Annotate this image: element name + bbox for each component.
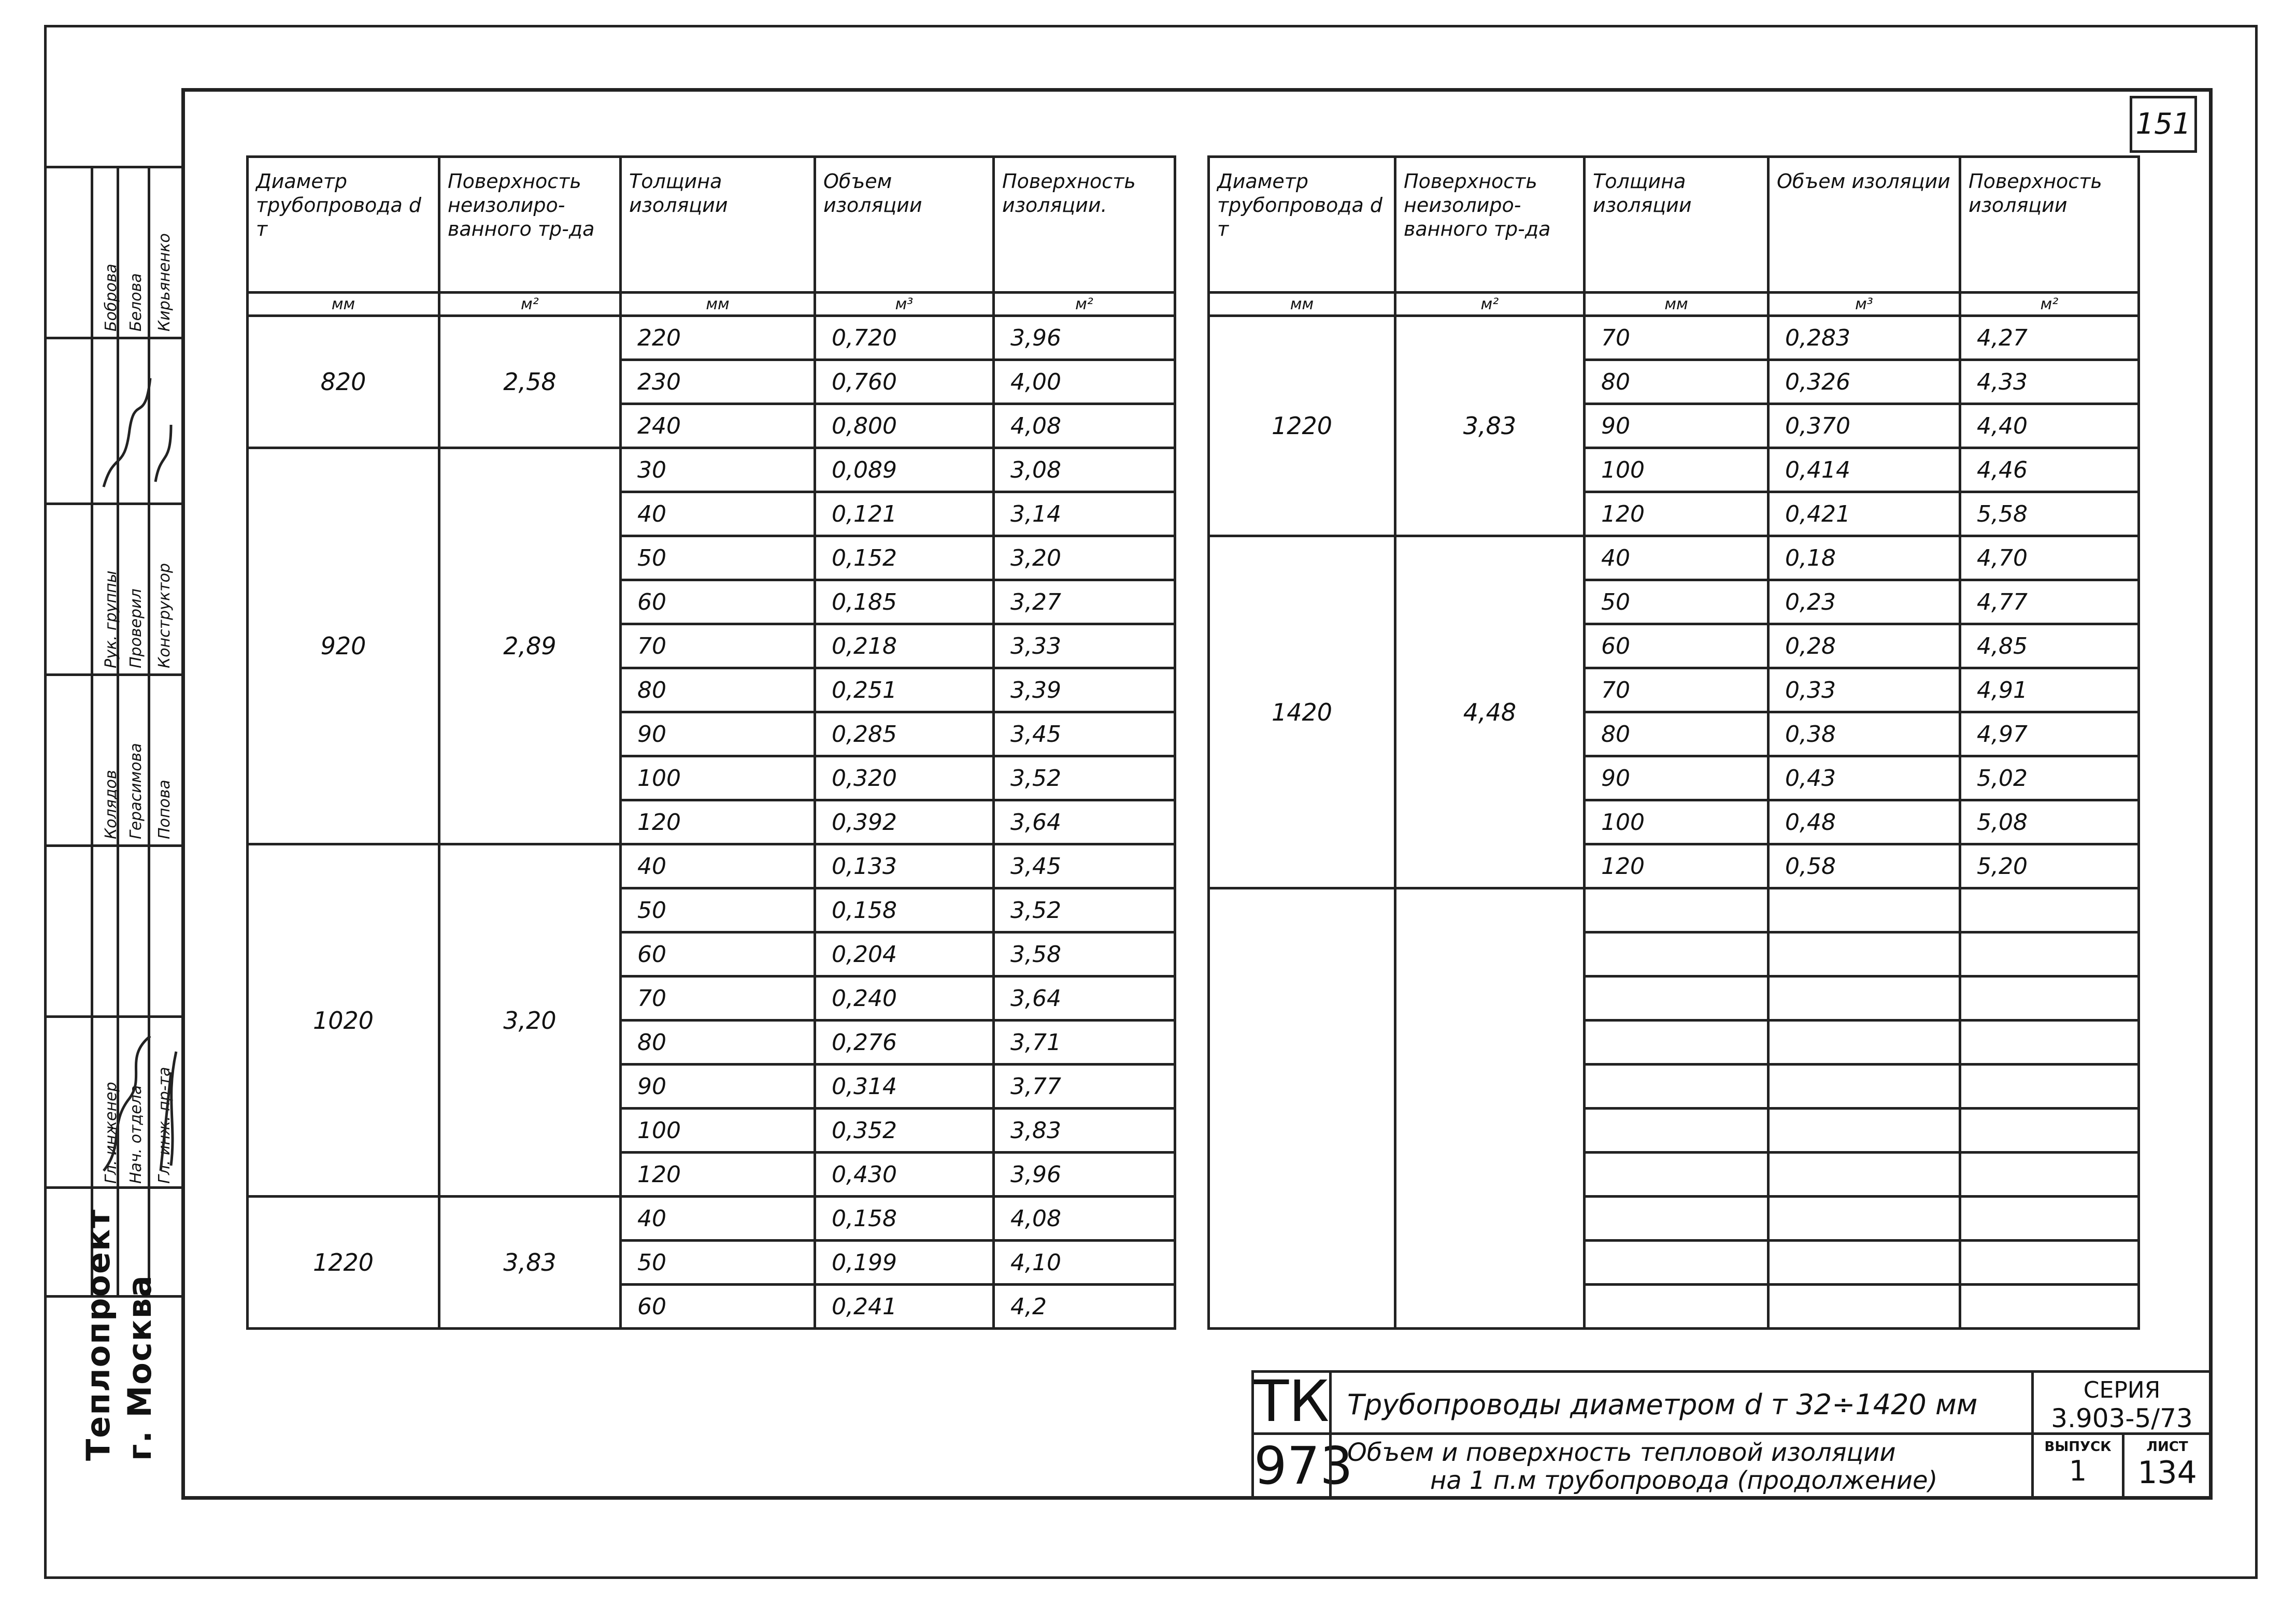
volume-cell: 0,326 — [1769, 360, 1960, 404]
volume-cell: 0,760 — [815, 360, 994, 404]
volume-cell: 0,276 — [815, 1021, 994, 1065]
area-cell: 5,58 — [1960, 492, 2139, 536]
title-line-2a: Объем и поверхность тепловой изоляции — [1347, 1438, 1896, 1467]
empty-cell — [1585, 1197, 1769, 1241]
empty-cell — [1769, 1285, 1960, 1329]
role-head-of-department: Нач. отдела — [127, 1085, 145, 1184]
volume-cell: 0,089 — [815, 448, 994, 492]
area-cell: 5,02 — [1960, 756, 2139, 800]
sheet-value: 134 — [2137, 1455, 2197, 1491]
area-cell: 3,96 — [994, 316, 1175, 360]
volume-cell: 0,421 — [1769, 492, 1960, 536]
thickness-cell: 80 — [1585, 712, 1769, 756]
thickness-cell: 90 — [1585, 404, 1769, 448]
volume-cell: 0,285 — [815, 712, 994, 756]
volume-cell: 0,283 — [1769, 316, 1960, 360]
volume-cell: 0,392 — [815, 800, 994, 844]
issue-label: ВЫПУСК — [2044, 1439, 2112, 1455]
name-1: Колядов — [102, 770, 120, 839]
title-code-top: ТК — [1251, 1370, 1332, 1435]
volume-cell: 0,28 — [1769, 624, 1960, 668]
volume-cell: 0,48 — [1769, 800, 1960, 844]
volume-cell: 0,352 — [815, 1109, 994, 1153]
area-cell: 4,08 — [994, 1197, 1175, 1241]
area-cell: 4,40 — [1960, 404, 2139, 448]
empty-cell — [1769, 1153, 1960, 1197]
area-cell: 4,00 — [994, 360, 1175, 404]
volume-cell: 0,43 — [1769, 756, 1960, 800]
name-2: Герасимова — [127, 743, 145, 839]
title-line-1: Трубопроводы диаметром d т 32÷1420 мм — [1347, 1388, 1978, 1421]
empty-cell — [1960, 1241, 2139, 1285]
empty-cell — [1769, 1065, 1960, 1109]
area-cell: 4,27 — [1960, 316, 2139, 360]
thickness-cell: 50 — [621, 1241, 815, 1285]
name-4: Боброва — [102, 264, 120, 332]
area-cell: 3,58 — [994, 932, 1175, 976]
unit: мм — [1585, 293, 1769, 316]
volume-cell: 0,38 — [1769, 712, 1960, 756]
diameter-cell: 1420 — [1209, 536, 1395, 888]
thickness-cell: 120 — [621, 800, 815, 844]
table-row — [248, 1197, 1175, 1241]
empty-cell — [1585, 932, 1769, 976]
series-label: СЕРИЯ — [2083, 1377, 2161, 1403]
bare-surface-cell: 2,89 — [439, 448, 621, 844]
volume-cell: 0,23 — [1769, 580, 1960, 624]
empty-cell — [1769, 976, 1960, 1021]
thickness-cell: 50 — [621, 888, 815, 932]
thickness-cell: 60 — [621, 1285, 815, 1329]
thickness-cell: 40 — [1585, 536, 1769, 580]
series-value: 3.903-5/73 — [2051, 1403, 2193, 1433]
volume-cell: 0,185 — [815, 580, 994, 624]
volume-cell: 0,158 — [815, 1197, 994, 1241]
volume-cell: 0,251 — [815, 668, 994, 712]
volume-cell: 0,800 — [815, 404, 994, 448]
table-row — [1209, 536, 2139, 580]
role-checker: Проверил — [127, 588, 145, 668]
signature-icon — [93, 1021, 181, 1181]
issue-value: 1 — [2069, 1455, 2087, 1487]
area-cell: 4,46 — [1960, 448, 2139, 492]
thickness-cell: 90 — [621, 712, 815, 756]
area-cell: 4,97 — [1960, 712, 2139, 756]
volume-cell: 0,320 — [815, 756, 994, 800]
col-header-diameter: Диаметр трубопровода d т — [248, 157, 439, 293]
thickness-cell: 80 — [621, 668, 815, 712]
series-cell — [2031, 1370, 2213, 1435]
bare-surface-cell: 3,83 — [1395, 316, 1585, 536]
col-header-insulation-surface: Поверхность изоляции — [1960, 157, 2139, 293]
col-header-insulation-surface: Поверхность изоляции. — [994, 157, 1175, 293]
thickness-cell: 70 — [1585, 668, 1769, 712]
volume-cell: 0,18 — [1769, 536, 1960, 580]
organization-stamp — [78, 1209, 161, 1461]
area-cell: 3,08 — [994, 448, 1175, 492]
empty-cell — [1585, 1153, 1769, 1197]
area-cell: 3,71 — [994, 1021, 1175, 1065]
empty-cell — [1769, 932, 1960, 976]
empty-cell — [1960, 976, 2139, 1021]
bare-surface-cell: 2,58 — [439, 316, 621, 448]
table-row — [248, 316, 1175, 360]
sheet-cell — [2122, 1432, 2213, 1500]
unit: мм — [248, 293, 439, 316]
title-code-bottom: 973 — [1251, 1432, 1332, 1500]
area-cell: 3,77 — [994, 1065, 1175, 1109]
area-cell: 3,45 — [994, 844, 1175, 888]
thickness-cell: 80 — [1585, 360, 1769, 404]
header-row — [1209, 157, 2139, 293]
thickness-cell: 90 — [1585, 756, 1769, 800]
thickness-cell: 220 — [621, 316, 815, 360]
volume-cell: 0,241 — [815, 1285, 994, 1329]
unit: м² — [1960, 293, 2139, 316]
area-cell: 5,20 — [1960, 844, 2139, 888]
area-cell: 3,39 — [994, 668, 1175, 712]
empty-row — [1209, 888, 2139, 932]
empty-cell — [1960, 1065, 2139, 1109]
table-row — [248, 448, 1175, 492]
unit: мм — [1209, 293, 1395, 316]
thickness-cell: 40 — [621, 844, 815, 888]
col-header-volume: Объем изоляции — [815, 157, 994, 293]
area-cell: 3,96 — [994, 1153, 1175, 1197]
empty-cell — [1960, 1109, 2139, 1153]
empty-cell — [1769, 1197, 1960, 1241]
empty-cell — [1585, 888, 1769, 932]
unit: м² — [439, 293, 621, 316]
col-header-thickness: Толщина изоляции — [1585, 157, 1769, 293]
area-cell: 3,27 — [994, 580, 1175, 624]
volume-cell: 0,58 — [1769, 844, 1960, 888]
volume-cell: 0,430 — [815, 1153, 994, 1197]
empty-cell — [1960, 1021, 2139, 1065]
thickness-cell: 100 — [1585, 448, 1769, 492]
volume-cell: 0,414 — [1769, 448, 1960, 492]
role-designer: Конструктор — [155, 563, 174, 668]
empty-cell — [1769, 1109, 1960, 1153]
area-cell: 3,14 — [994, 492, 1175, 536]
thickness-cell: 120 — [1585, 844, 1769, 888]
empty-cell — [1769, 888, 1960, 932]
area-cell: 3,45 — [994, 712, 1175, 756]
empty-cell — [1585, 1109, 1769, 1153]
unit: м³ — [1769, 293, 1960, 316]
volume-cell: 0,152 — [815, 536, 994, 580]
empty-cell — [1585, 1241, 1769, 1285]
col-header-thickness: Толщина изоляции — [621, 157, 815, 293]
empty-cell — [1209, 888, 1395, 1329]
title-line-2-cell — [1329, 1432, 2034, 1500]
empty-cell — [1960, 1197, 2139, 1241]
empty-cell — [1769, 1241, 1960, 1285]
role-chief-project-engineer: Гл. инж. пр-та — [155, 1067, 174, 1184]
sheet-number: 151 — [2130, 96, 2197, 153]
thickness-cell: 230 — [621, 360, 815, 404]
thickness-cell: 80 — [621, 1021, 815, 1065]
unit: м² — [994, 293, 1175, 316]
area-cell: 4,85 — [1960, 624, 2139, 668]
issue-cell — [2031, 1432, 2124, 1500]
organization-name: Теплопроект — [79, 1208, 117, 1461]
unit: мм — [621, 293, 815, 316]
area-cell: 4,91 — [1960, 668, 2139, 712]
volume-cell: 0,314 — [815, 1065, 994, 1109]
organization-city: г. Москва — [121, 1274, 159, 1461]
thickness-cell: 100 — [621, 1109, 815, 1153]
thickness-cell: 50 — [1585, 580, 1769, 624]
role-group-lead: Рук. группы — [102, 570, 120, 668]
col-header-diameter: Диаметр трубопровода d т — [1209, 157, 1395, 293]
insulation-table-left — [246, 155, 1176, 1330]
header-row — [248, 157, 1175, 293]
insulation-table-right — [1207, 155, 2140, 1330]
sheet-label: ЛИСТ — [2146, 1439, 2188, 1455]
thickness-cell: 120 — [621, 1153, 815, 1197]
area-cell: 4,70 — [1960, 536, 2139, 580]
volume-cell: 0,720 — [815, 316, 994, 360]
empty-cell — [1585, 976, 1769, 1021]
volume-cell: 0,199 — [815, 1241, 994, 1285]
signature-icon — [93, 347, 181, 497]
role-chief-engineer: Гл. инженер — [102, 1082, 120, 1184]
diameter-cell: 820 — [248, 316, 439, 448]
thickness-cell: 70 — [621, 976, 815, 1021]
area-cell: 3,52 — [994, 888, 1175, 932]
empty-cell — [1769, 1021, 1960, 1065]
diameter-cell: 1220 — [1209, 316, 1395, 536]
empty-cell — [1585, 1065, 1769, 1109]
units-row — [248, 293, 1175, 316]
thickness-cell: 60 — [1585, 624, 1769, 668]
volume-cell: 0,121 — [815, 492, 994, 536]
thickness-cell: 60 — [621, 932, 815, 976]
table-row — [248, 844, 1175, 888]
unit: м² — [1395, 293, 1585, 316]
name-5: Белова — [127, 273, 145, 332]
thickness-cell: 30 — [621, 448, 815, 492]
thickness-cell: 70 — [1585, 316, 1769, 360]
thickness-cell: 240 — [621, 404, 815, 448]
col-header-volume: Объем изоляции — [1769, 157, 1960, 293]
volume-cell: 0,33 — [1769, 668, 1960, 712]
title-line-2b: на 1 п.м трубопровода (продолжение) — [1430, 1466, 1938, 1495]
volume-cell: 0,204 — [815, 932, 994, 976]
title-line-1-cell — [1329, 1370, 2034, 1435]
thickness-cell: 70 — [621, 624, 815, 668]
name-6: Кирьяненко — [155, 233, 174, 332]
empty-cell — [1960, 888, 2139, 932]
area-cell: 5,08 — [1960, 800, 2139, 844]
diameter-cell: 1220 — [248, 1197, 439, 1329]
area-cell: 4,10 — [994, 1241, 1175, 1285]
thickness-cell: 50 — [621, 536, 815, 580]
empty-cell — [1960, 1285, 2139, 1329]
thickness-cell: 100 — [621, 756, 815, 800]
area-cell: 3,52 — [994, 756, 1175, 800]
area-cell: 4,33 — [1960, 360, 2139, 404]
empty-cell — [1395, 888, 1585, 1329]
units-row — [1209, 293, 2139, 316]
name-3: Попова — [155, 780, 174, 839]
area-cell: 4,2 — [994, 1285, 1175, 1329]
volume-cell: 0,133 — [815, 844, 994, 888]
volume-cell: 0,370 — [1769, 404, 1960, 448]
area-cell: 3,64 — [994, 800, 1175, 844]
thickness-cell: 40 — [621, 492, 815, 536]
thickness-cell: 90 — [621, 1065, 815, 1109]
unit: м³ — [815, 293, 994, 316]
area-cell: 3,20 — [994, 536, 1175, 580]
area-cell: 4,77 — [1960, 580, 2139, 624]
empty-cell — [1585, 1021, 1769, 1065]
thickness-cell: 40 — [621, 1197, 815, 1241]
bare-surface-cell: 4,48 — [1395, 536, 1585, 888]
bare-surface-cell: 3,20 — [439, 844, 621, 1197]
title-block — [1251, 1370, 2213, 1500]
thickness-cell: 100 — [1585, 800, 1769, 844]
col-header-bare-surface: Поверхность неизолиро- ванного тр-да — [1395, 157, 1585, 293]
area-cell: 3,64 — [994, 976, 1175, 1021]
volume-cell: 0,218 — [815, 624, 994, 668]
diameter-cell: 1020 — [248, 844, 439, 1197]
area-cell: 4,08 — [994, 404, 1175, 448]
empty-cell — [1960, 932, 2139, 976]
diameter-cell: 920 — [248, 448, 439, 844]
area-cell: 3,33 — [994, 624, 1175, 668]
thickness-cell: 60 — [621, 580, 815, 624]
empty-cell — [1960, 1153, 2139, 1197]
volume-cell: 0,240 — [815, 976, 994, 1021]
bare-surface-cell: 3,83 — [439, 1197, 621, 1329]
table-row — [1209, 316, 2139, 360]
thickness-cell: 120 — [1585, 492, 1769, 536]
empty-cell — [1585, 1285, 1769, 1329]
col-header-bare-surface: Поверхность неизолиро- ванного тр-да — [439, 157, 621, 293]
area-cell: 3,83 — [994, 1109, 1175, 1153]
volume-cell: 0,158 — [815, 888, 994, 932]
